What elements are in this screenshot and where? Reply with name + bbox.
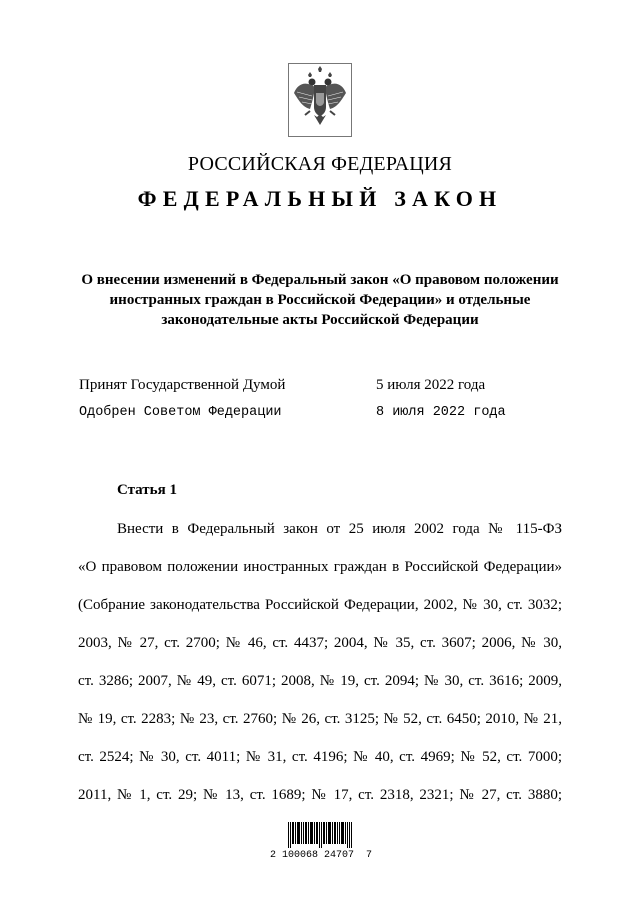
council-approval-label: Одобрен Советом Федерации xyxy=(79,405,282,420)
article-body-line: Внести в Федеральный закон от 25 июля 2002 года № 115-ФЗ xyxy=(117,521,562,537)
council-approval-date: 8 июля 2022 года xyxy=(376,405,506,420)
article-body-line: (Собрание законодательства Российской Федерации, 2002, № 30, ст. 3032; xyxy=(78,597,562,613)
article-body-line: 2003, № 27, ст. 2700; № 46, ст. 4437; 2004, № 35, ст. 3607; 2006, № 30, xyxy=(78,635,562,651)
law-title-line: законодательные акты Российской Федерации xyxy=(161,312,479,328)
article-body-line: «О правовом положении иностранных граждан в Российской Федерации» xyxy=(78,559,562,575)
law-title-line: иностранных граждан в Российской Федерации» и отдельные xyxy=(109,292,531,308)
document-type: ФЕДЕРАЛЬНЫЙ ЗАКОН xyxy=(137,186,503,211)
article-body xyxy=(78,510,562,814)
barcode-number: 2 100068 24707 7 xyxy=(270,850,373,861)
duma-adoption-date: 5 июля 2022 года xyxy=(376,377,486,393)
barcode xyxy=(288,822,352,848)
coat-of-arms-emblem xyxy=(288,63,352,137)
article-body-line: 2011, № 1, ст. 29; № 13, ст. 1689; № 17, ст. 2318, 2321; № 27, ст. 3880; xyxy=(78,787,562,803)
country-name: РОССИЙСКАЯ ФЕДЕРАЦИЯ xyxy=(187,153,453,175)
article-heading: Статья 1 xyxy=(117,482,177,498)
article-body-line: ст. 2524; № 30, ст. 4011; № 31, ст. 4196; № 40, ст. 4969; № 52, ст. 7000; xyxy=(78,749,562,765)
article-body-line: № 19, ст. 2283; № 23, ст. 2760; № 26, ст. 3125; № 52, ст. 6450; 2010, № 21, xyxy=(78,711,562,727)
article-body-line: ст. 3286; 2007, № 49, ст. 6071; 2008, № 19, ст. 2094; № 30, ст. 3616; 2009, xyxy=(78,673,562,689)
law-title xyxy=(70,270,570,330)
law-title-line: О внесении изменений в Федеральный закон «О правовом положении xyxy=(81,272,559,288)
duma-adoption-label: Принят Государственной Думой xyxy=(79,377,286,393)
